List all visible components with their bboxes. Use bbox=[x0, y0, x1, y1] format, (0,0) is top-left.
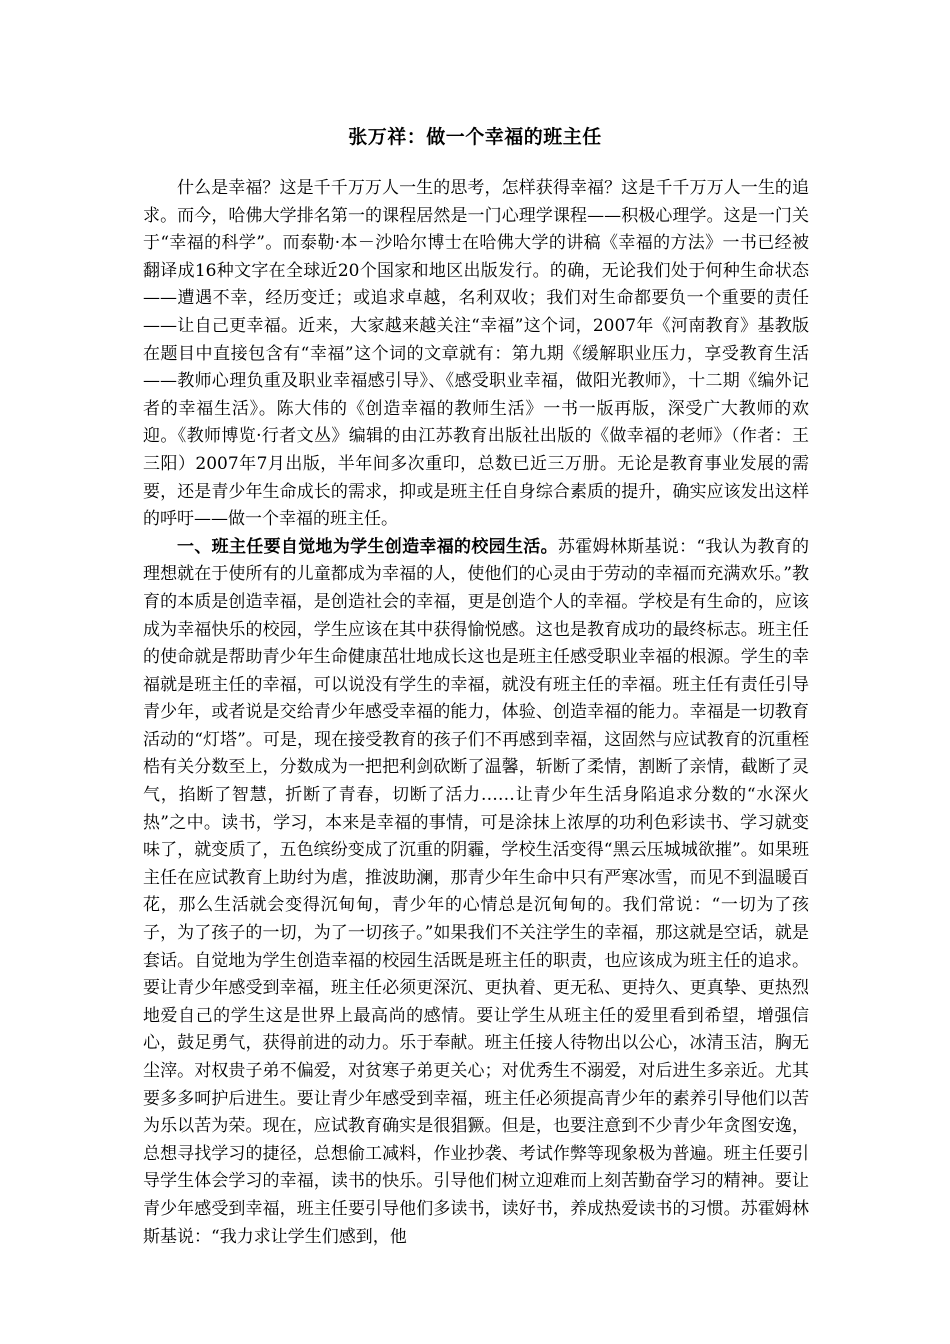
paragraph-text: 什么是幸福？这是千千万万人一生的思考，怎样获得幸福？这是千千万万人一生的追求。而今，哈佛大学排名第一的课程居然是一门心理学课程——积极心理学。这是一门关于“幸福的科学”。而泰勒·本－沙哈尔博士在哈佛大学的讲稿《幸福的方法》一书已经被翻译成16种文字在全球近20个国家和地区出版发行。的确，无论我们处于何种生命状态——遭遇不幸，经历变迁；或追求卓越，名利双收；我们对生命都要负一个重要的责任——让自己更幸福。近来，大家越来越关注“幸福”这个词，2007年《河南教育》基教版在题目中直接包含有“幸福”这个词的文章就有：第九期《缓解职业压力，享受教育生活——教师心理负重及职业幸福感引导》、《感受职业幸福，做阳光教师》，十二期《编外记者的幸福生活》。陈大伟的《创造幸福的教师生活》一书一版再版，深受广大教师的欢迎。《教师博览·行者文丛》编辑的由江苏教育出版社出版的《做幸福的老师》（作者：王三阳）2007年7月出版，半年间多次重印，总数已近三万册。无论是教育事业发展的需要，还是青少年生命成长的需求，抑或是班主任自身综合素质的提升，确实应该发出这样的呼吁——做一个幸福的班主任。 bbox=[143, 178, 809, 530]
paragraph-text: 苏霍姆林斯基说：“我认为教育的理想就在于使所有的儿童都成为幸福的人，使他们的心灵由于劳动的幸福而充满欢乐。”教育的本质是创造幸福，是创造社会的幸福，更是创造个人的幸福。学校是有生命的，应该成为幸福快乐的校园，学生应该在其中获得愉悦感。这也是教育成功的最终标志。班主任的使命就是帮助青少年生命健康茁壮地成长这也是班主任感受职业幸福的根源。学生的幸福就是班主任的幸福，可以说没有学生的幸福，就没有班主任的幸福。班主任有责任引导青少年，或者说是交给青少年感受幸福的能力，体验、创造幸福的能力。幸福是一切教育活动的“灯塔”。可是，现在接受教育的孩子们不再感到幸福，这固然与应试教育的沉重桎梏有关分数至上，分数成为一把把利剑砍断了温馨，斩断了柔情，割断了亲情，截断了灵气，掐断了智慧，折断了青春，切断了活力……让青少年生活身陷追求分数的“水深火热”之中。读书，学习，本来是幸福的事情，可是涂抹上浓厚的功利色彩读书、学习就变味了，就变质了，五色缤纷变成了沉重的阴霾，学校生活变得“黑云压城城欲摧”。如果班主任在应试教育上助纣为虐，推波助澜，那青少年生命中只有严寒冰雪，而见不到温暖百花，那么生活就会变得沉甸甸，青少年的心情总是沉甸甸的。我们常说：“一切为了孩子，为了孩子的一切，为了一切孩子。”如果我们不关注学生的幸福，那这就是空话，就是套话。自觉地为学生创造幸福的校园生活既是班主任的职责，也应该成为班主任的追求。要让青少年感受到幸福，班主任必须更深沉、更执着、更无私、更持久、更真挚、更热烈地爱自己的学生这是世界上最高尚的感情。要让学生从班主任的爱里看到希望，增强信心，鼓足勇气，获得前进的动力。乐于奉献。班主任接人待物出以公心，冰清玉洁，胸无尘滓。对权贵子弟不偏爱，对贫寒子弟更关心；对优秀生不溺爱，对后进生多亲近。尤其要多多呵护后进生。要让青少年感受到幸福，班主任必须提高青少年的素养引导他们以苦为乐以苦为荣。现在，应试教育确实是很猖獗。但是，也要注意到不少青少年贪图安逸，总想寻找学习的捷径，总想偷工减料，作业抄袭、考试作弊等现象极为普遍。班主任要引导学生体会学习的幸福，读书的快乐。引导他们树立迎难而上刻苦勤奋学习的精神。要让青少年感受到幸福，班主任要引导他们多读书，读好书，养成热爱读书的习惯。苏霍姆林斯基说：“我力求让学生们感到，他 bbox=[143, 536, 809, 1247]
document-body bbox=[143, 175, 809, 1251]
paragraph-section-1 bbox=[143, 534, 809, 1251]
paragraph-intro bbox=[143, 175, 809, 534]
document-title: 张万祥：做一个幸福的班主任 bbox=[348, 126, 602, 148]
section-heading: 一、班主任要自觉地为学生创造幸福的校园生活。 bbox=[177, 536, 558, 557]
